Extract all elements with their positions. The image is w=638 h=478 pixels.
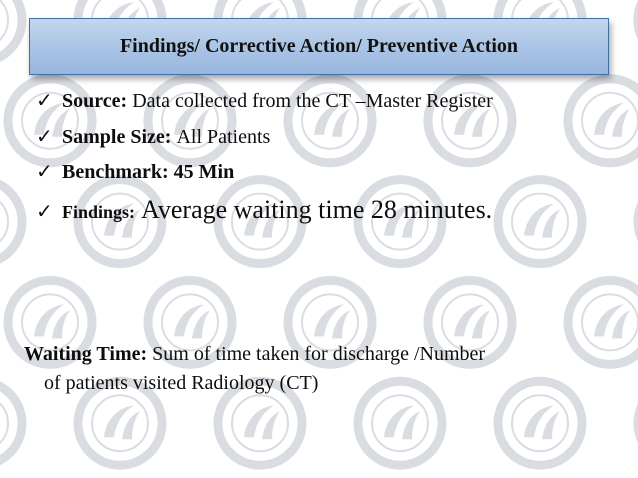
definition-text-1: Sum of time taken for discharge /Number bbox=[152, 343, 486, 365]
hospital-seal-icon bbox=[0, 180, 22, 264]
bullet-label: Benchmark: 45 Min bbox=[62, 161, 235, 183]
bullet-value: Average waiting time 28 minutes. bbox=[141, 195, 493, 224]
definition-line-2 bbox=[24, 369, 624, 398]
bullet-value: All Patients bbox=[176, 126, 271, 148]
slide-title: Findings/ Corrective Action/ Preventive Action bbox=[119, 35, 519, 57]
definition-text-2: of patients visited Radiology (CT) bbox=[44, 372, 319, 394]
bullet-list bbox=[36, 88, 626, 239]
hospital-seal-icon bbox=[0, 0, 22, 62]
bullet-benchmark bbox=[36, 159, 626, 195]
bullet-label: Findings: bbox=[62, 202, 136, 222]
bullet-source bbox=[36, 88, 626, 124]
checkmark-icon: ✓ bbox=[36, 159, 53, 183]
definition-line-1 bbox=[24, 340, 624, 369]
waiting-time-definition bbox=[24, 340, 624, 398]
checkmark-icon: ✓ bbox=[36, 88, 53, 112]
bullet-value: Data collected from the CT –Master Register bbox=[132, 90, 493, 112]
bullet-label: Source: bbox=[62, 90, 128, 112]
bullet-label: Sample Size: bbox=[62, 126, 172, 148]
checkmark-icon: ✓ bbox=[36, 199, 53, 223]
bullet-findings bbox=[36, 195, 626, 239]
hospital-seal-icon bbox=[0, 381, 22, 465]
bullet-sample-size bbox=[36, 124, 626, 159]
definition-label: Waiting Time: bbox=[24, 343, 148, 365]
checkmark-icon: ✓ bbox=[36, 124, 53, 148]
title-banner bbox=[29, 18, 609, 75]
